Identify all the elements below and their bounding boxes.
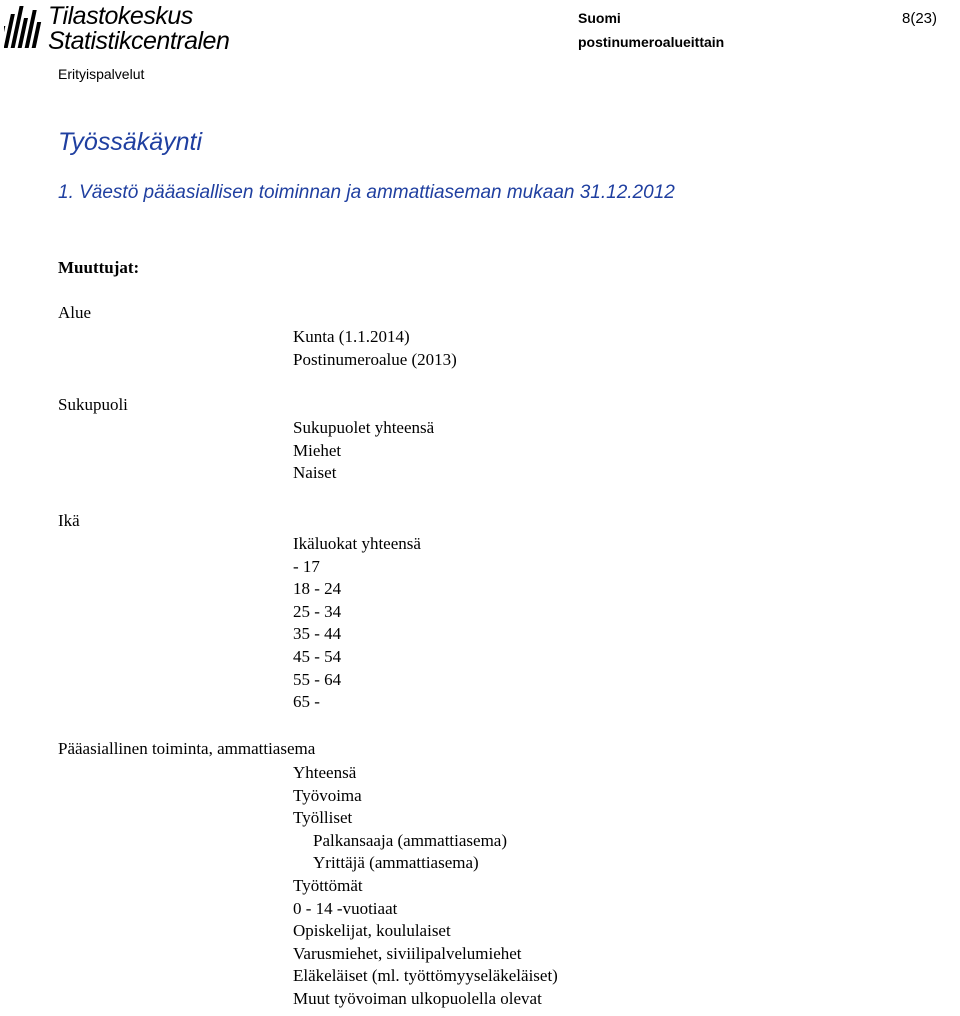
area-values-list: [293, 326, 457, 371]
list-item: 55 - 64: [293, 669, 342, 689]
variable-label-sex: Sukupuoli: [58, 395, 128, 414]
list-item: Ikäluokat yhteensä: [293, 534, 421, 553]
list-item: Eläkeläiset (ml. työttömyyseläkeläiset): [293, 966, 558, 986]
list-item: Muut työvoiman ulkopuolella olevat: [293, 988, 542, 1008]
variable-label-activity: Pääasiallinen toiminta, ammattiasema: [58, 739, 316, 758]
sex-values-list: [293, 417, 434, 485]
variables-heading: Muuttujat:: [58, 258, 140, 277]
header-subtitle: postinumeroalueittain: [578, 34, 725, 50]
list-item: 45 - 54: [293, 646, 342, 666]
list-item: Postinumeroalue (2013): [293, 349, 457, 369]
header-language: Suomi: [578, 10, 621, 26]
page-number: 8(23): [902, 10, 938, 27]
activity-values-list: [293, 762, 558, 1011]
list-item: 65 -: [293, 692, 320, 712]
list-item: Sukupuolet yhteensä: [293, 418, 435, 437]
list-item: 35 - 44: [293, 624, 342, 644]
list-item: Varusmiehet, siviilipalvelumiehet: [293, 943, 522, 963]
table-title: 1. Väestö pääasiallisen toiminnan ja ammattiaseman mukaan 31.12.2012: [58, 182, 675, 203]
list-item: Naiset: [293, 463, 337, 483]
age-values-list: [293, 533, 421, 714]
logo-text-finnish: Tilastokeskus: [48, 2, 193, 30]
list-item: Palkansaaja (ammattiasema): [313, 830, 507, 850]
list-item: Työttömät: [293, 875, 363, 895]
list-item: 18 - 24: [293, 579, 342, 599]
list-item: Miehet: [293, 440, 342, 460]
list-item: Työlliset: [293, 808, 353, 828]
list-item: 25 - 34: [293, 601, 342, 621]
department-label: Erityispalvelut: [58, 66, 145, 82]
variable-label-area: Alue: [58, 303, 92, 322]
list-item: 0 - 14 -vuotiaat: [293, 898, 398, 918]
variable-label-age: Ikä: [58, 511, 80, 530]
list-item: - 17: [293, 556, 320, 576]
statistics-finland-logo-icon: [4, 4, 48, 54]
list-item: Opiskelijat, koululaiset: [293, 921, 451, 941]
list-item: Yhteensä: [293, 763, 357, 782]
logo-text-swedish: Statistikcentralen: [48, 27, 230, 55]
list-item: Yrittäjä (ammattiasema): [313, 853, 479, 873]
list-item: Työvoima: [293, 785, 362, 805]
page-title: Työssäkäynti: [58, 128, 203, 156]
list-item: Kunta (1.1.2014): [293, 327, 410, 346]
